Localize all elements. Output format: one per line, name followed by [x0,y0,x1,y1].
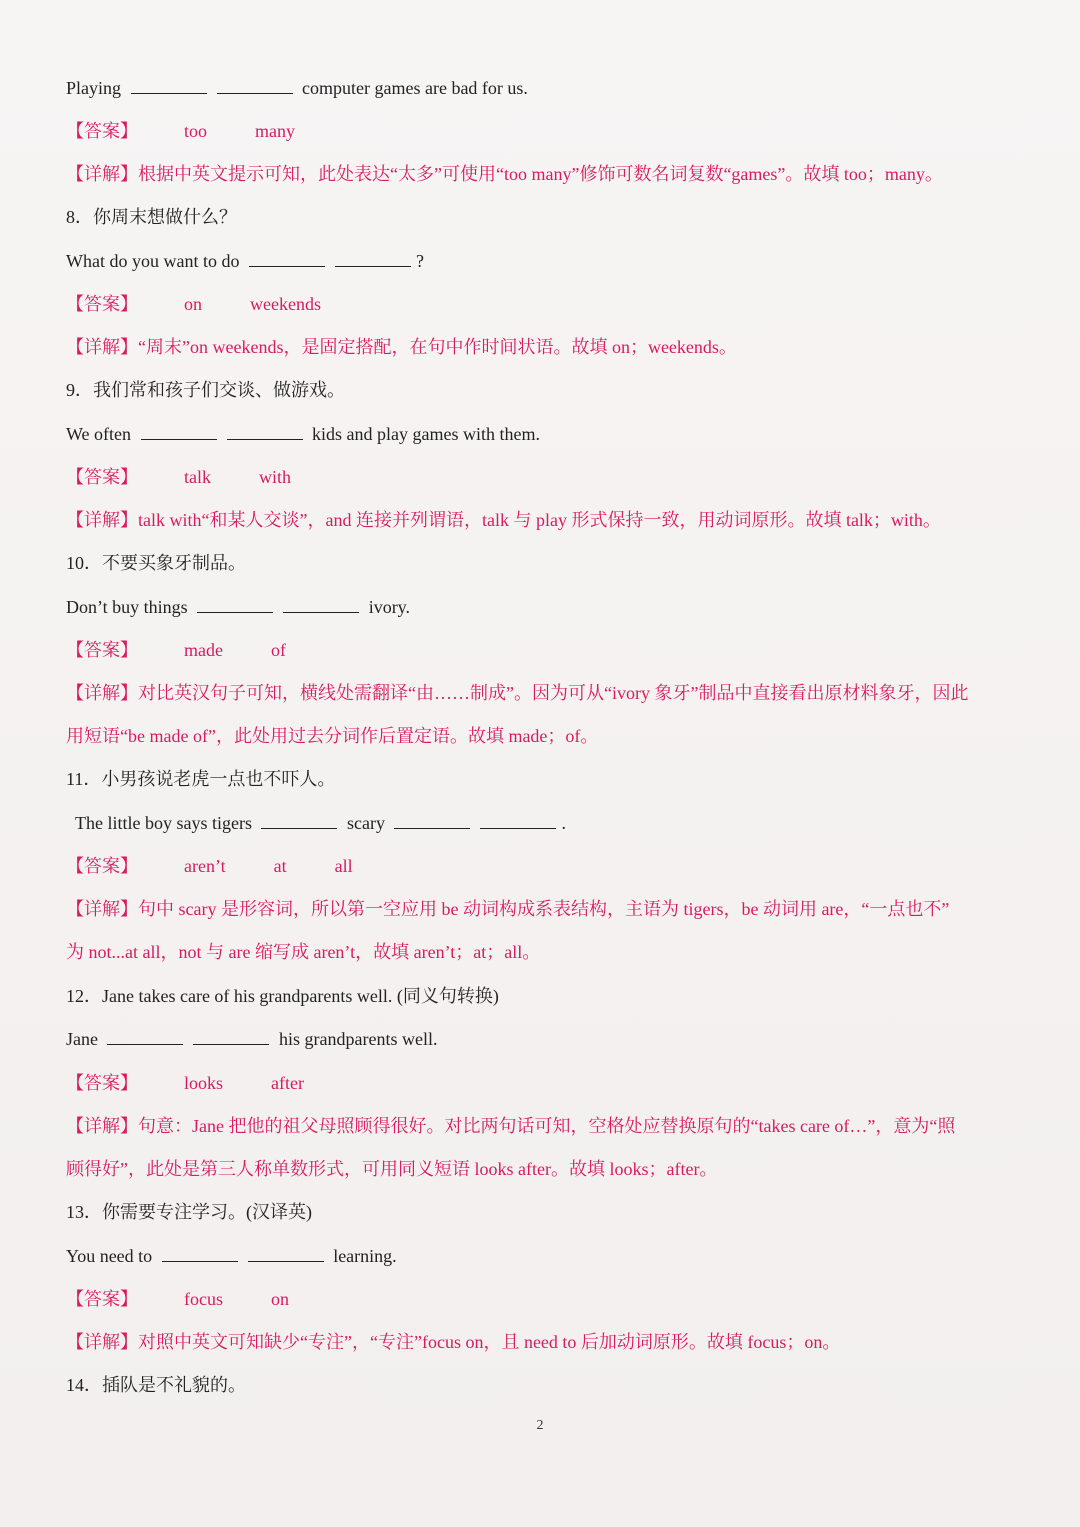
q12-sentence [66,1027,1020,1051]
q10-explanation-line1: 【详解】对比英汉句子可知，横线处需翻译“由……制成”。因为可从“ivory 象牙”制品中直接看出原材料象牙，因此 [66,683,969,703]
q12-explanation-line1: 【详解】句意：Jane 把他的祖父母照顾得很好。对比两句话可知，空格处应替换原句的“takes care of…”，意为“照 [66,1116,956,1136]
answer-word: at [273,856,287,876]
q13-answer [66,1287,1020,1311]
answer-word: after [271,1073,304,1093]
blank-line [162,1247,238,1262]
sentence-mid: scary [346,813,385,833]
q7-answer [66,119,1020,143]
answer-word: looks [184,1073,224,1093]
answer-word: all [334,856,353,876]
answer-word: talk [184,467,211,487]
sentence-end: kids and play games with them. [312,424,540,444]
sentence-end: his grandparents well. [278,1029,438,1049]
answer-word: aren’t [184,856,226,876]
q9-prompt: 9．我们常和孩子们交谈、做游戏。 [66,380,345,400]
sentence-start: The little boy says tigers [75,813,252,833]
answer-word: too [184,121,208,141]
blank-line [283,598,359,613]
q13-prompt: 13．你需要专注学习。(汉译英) [66,1202,312,1222]
sentence-start: Don’t buy things [66,597,188,617]
q11-explanation-line1: 【详解】句中 scary 是形容词，所以第一空应用 be 动词构成系表结构，主语为 tigers，be 动词用 are，“一点也不” [66,899,950,919]
q14-prompt: 14．插队是不礼貌的。 [66,1375,246,1395]
q8-prompt: 8．你周末想做什么？ [66,207,237,227]
answer-label: 【答案】 [66,856,138,876]
q12-explanation-line2: 顾得好”，此处是第三人称单数形式，可用同义短语 looks after。故填 looks；after。 [66,1159,718,1179]
sentence-start: We often [66,424,132,444]
sentence-end: ? [415,251,424,271]
sentence-start: What do you want to do [66,251,240,271]
q10-prompt: 10．不要买象牙制品。 [66,553,246,573]
q13-sentence [66,1244,1020,1268]
sentence-start: Playing [66,78,122,98]
blank-line [249,252,325,267]
blank-line [131,79,207,94]
answer-word: made [184,640,223,660]
q8-sentence [66,249,1020,273]
blank-line [197,598,273,613]
blank-line [227,425,303,440]
answer-label: 【答案】 [66,294,138,314]
q7-explanation: 【详解】根据中英文提示可知，此处表达“太多”可使用“too many”修饰可数名词复数“games”。故填 too；many。 [66,164,943,184]
blank-line [394,814,470,829]
blank-line [335,252,411,267]
answer-label: 【答案】 [66,121,138,141]
q11-answer [66,854,1020,878]
answer-word: with [259,467,292,487]
sentence-end: learning. [333,1246,397,1266]
sentence-end: computer games are bad for us. [302,78,528,98]
blank-line [248,1247,324,1262]
answer-word: many [255,121,296,141]
answer-label: 【答案】 [66,467,138,487]
q10-explanation-line2: 用短语“be made of”，此处用过去分词作后置定语。故填 made；of。 [66,726,599,746]
sentence-start: You need to [66,1246,153,1266]
answer-word: on [184,294,202,314]
answer-word: focus [184,1289,223,1309]
q10-answer [66,638,1020,662]
sentence-start: Jane [66,1029,98,1049]
answer-label: 【答案】 [66,1289,138,1309]
blank-line [217,79,293,94]
blank-line [141,425,217,440]
answer-label: 【答案】 [66,1073,138,1093]
answer-word: weekends [250,294,321,314]
answer-word: on [271,1289,289,1309]
sentence-end: ivory. [368,597,411,617]
q9-explanation: 【详解】talk with“和某人交谈”，and 连接并列谓语，talk 与 play 形式保持一致，用动词原形。故填 talk；with。 [66,510,941,530]
answer-label: 【答案】 [66,640,138,660]
blank-line [107,1030,183,1045]
page-number: 2 [536,1418,544,1433]
q12-answer [66,1071,1020,1095]
blank-line [261,814,337,829]
sentence-end: . [561,813,566,833]
blank-line [480,814,556,829]
q8-explanation: 【详解】“周末”on weekends，是固定搭配，在句中作时间状语。故填 on；weekends。 [66,337,737,357]
q9-answer [66,465,1020,489]
q12-prompt: 12．Jane takes care of his grandparents well. (同义句转换) [66,986,499,1006]
q11-explanation-line2: 为 not...at all，not 与 are 缩写成 aren’t，故填 aren’t；at；all。 [66,942,541,962]
q10-sentence [66,595,1020,619]
q11-prompt: 11．小男孩说老虎一点也不吓人。 [66,769,336,789]
q11-sentence [75,811,1020,835]
q9-sentence [66,422,1020,446]
blank-line [193,1030,269,1045]
answer-word: of [270,640,286,660]
q8-answer [66,292,1020,316]
q7-sentence [66,76,1020,100]
q13-explanation: 【详解】对照中英文可知缺少“专注”，“专注”focus on，且 need to 后加动词原形。故填 focus；on。 [66,1332,841,1352]
